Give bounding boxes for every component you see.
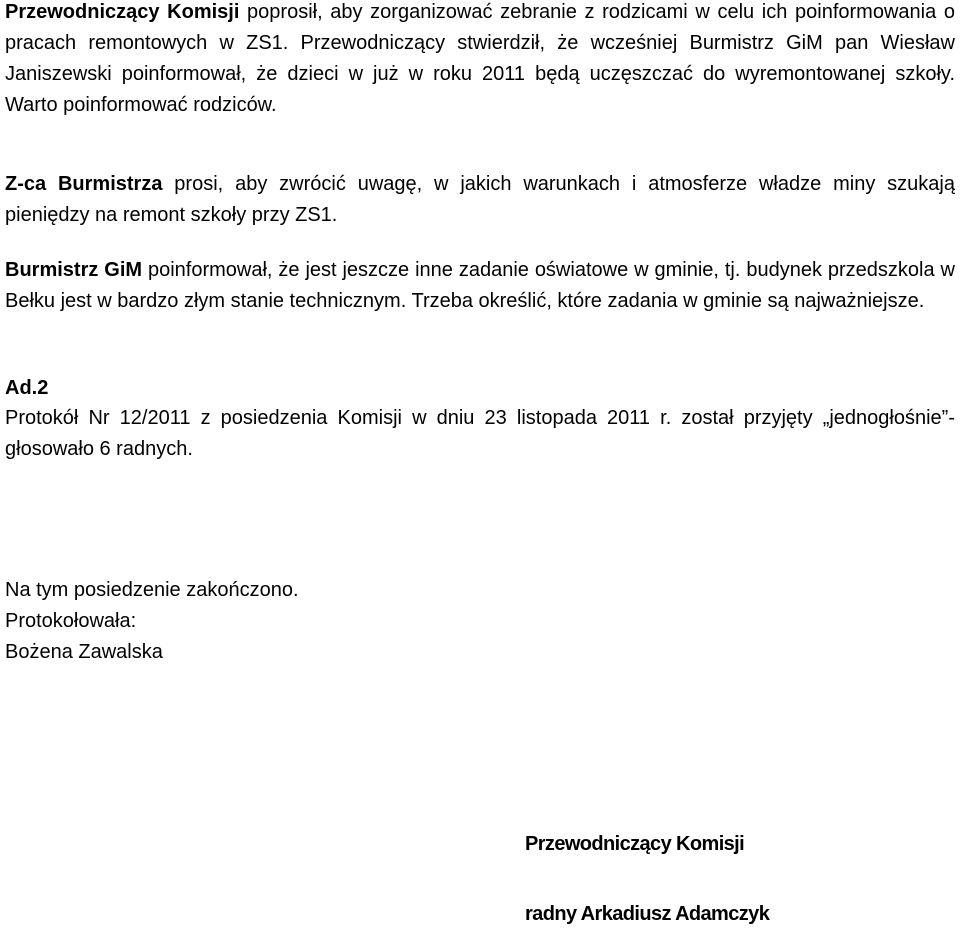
paragraph-deputy-text — [5, 169, 955, 231]
paragraph-chairman-text — [5, 0, 955, 121]
agenda-item-label: Ad.2 — [5, 377, 49, 399]
closing-statement: Na tym posiedzenie zakończono. — [5, 579, 299, 601]
speaker-mayor: Burmistrz GiM — [5, 259, 143, 281]
agenda-item-heading — [5, 373, 955, 404]
signature-title: Przewodniczący Komisji — [525, 833, 745, 855]
paragraph-chairman-request — [5, 0, 955, 121]
signature-name: radny Arkadiusz Adamczyk — [525, 903, 770, 925]
paragraph-deputy-mayor — [5, 169, 955, 231]
speaker-chairman: Przewodniczący Komisji — [5, 1, 240, 23]
paragraph-chairman-body: poprosił, aby zorganizować zebranie z rodzicami w celu ich poinformowania o pracach remontowych w ZS1. Przewodniczący stwierdził, że wcześniej Burmistrz GiM pan Wiesław Janiszewski poinformował, że dzieci w już w roku 2011 będą uczęszczać do wyremontowanej szkoły. Warto poinformować rodziców. — [5, 1, 955, 116]
paragraph-protocol-adoption — [5, 403, 955, 465]
paragraph-mayor — [5, 255, 955, 317]
minutes-taker-name: Bożena Zawalska — [5, 641, 163, 663]
closing-block — [5, 575, 955, 668]
paragraph-mayor-text — [5, 255, 955, 317]
signature-block — [525, 826, 945, 932]
minutes-taker-label: Protokołowała: — [5, 610, 137, 632]
paragraph-mayor-body: poinformował, że jest jeszcze inne zadanie oświatowe w gminie, tj. budynek przedszkola w Bełku jest w bardzo złym stanie technicznym. Trzeba określić, które zadania w gminie są najważniejsze. — [5, 259, 955, 312]
agenda-item-text: Protokół Nr 12/2011 z posiedzenia Komisji w dniu 23 listopada 2011 r. został przyjęty „jednogłośnie”- głosowało 6 radnych. — [5, 407, 955, 460]
agenda-item-label-line — [5, 373, 955, 404]
speaker-deputy-mayor: Z-ca Burmistrza — [5, 173, 163, 195]
paragraph-deputy-body: prosi, aby zwrócić uwagę, w jakich warunkach i atmosferze władze miny szukają pieniędzy na remont szkoły przy ZS1. — [5, 173, 955, 226]
